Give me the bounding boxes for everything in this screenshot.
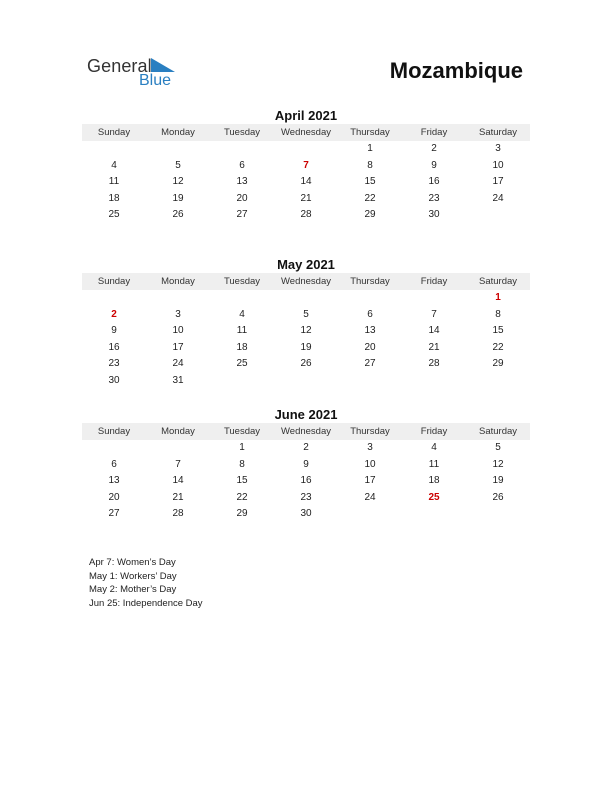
day-cell: 21 bbox=[172, 491, 184, 503]
day-cell: 2 bbox=[303, 442, 309, 453]
day-cell: 25 bbox=[108, 209, 120, 221]
weekday-header-row bbox=[82, 124, 530, 141]
week-row bbox=[82, 191, 530, 208]
day-cell bbox=[274, 290, 338, 307]
holiday-entry: Apr 7: Women’s Day bbox=[89, 557, 176, 568]
day-cell: 8 bbox=[495, 308, 501, 320]
day-cell: 24 bbox=[364, 491, 376, 503]
day-cell: 18 bbox=[428, 475, 440, 487]
month-june bbox=[82, 406, 530, 523]
day-cell bbox=[82, 440, 146, 457]
weekday-label: Monday bbox=[161, 426, 195, 437]
day-cell: 24 bbox=[492, 192, 504, 204]
month-april bbox=[82, 107, 530, 224]
day-cell: 22 bbox=[364, 192, 376, 204]
day-cell bbox=[210, 290, 274, 307]
day-cell: 21 bbox=[428, 341, 440, 353]
day-cell: 29 bbox=[364, 209, 376, 221]
week-row bbox=[82, 158, 530, 175]
day-cell: 15 bbox=[236, 475, 248, 487]
day-cell: 20 bbox=[108, 491, 120, 503]
day-cell: 19 bbox=[492, 475, 504, 487]
day-cell bbox=[146, 440, 210, 457]
weekday-label: Thursday bbox=[350, 276, 390, 287]
week-row bbox=[82, 174, 530, 191]
day-cell: 6 bbox=[367, 308, 373, 320]
weekday-label: Tuesday bbox=[223, 276, 261, 287]
day-cell: 9 bbox=[431, 159, 437, 171]
weekday-label: Thursday bbox=[350, 127, 390, 138]
day-cell: 9 bbox=[111, 325, 117, 337]
day-cell bbox=[146, 290, 210, 307]
day-cell: 27 bbox=[236, 209, 248, 221]
weekday-label: Monday bbox=[161, 276, 195, 287]
day-cell: 17 bbox=[492, 176, 504, 188]
day-cell: 12 bbox=[300, 325, 312, 337]
weekday-label: Saturday bbox=[478, 276, 518, 287]
day-cell: 26 bbox=[492, 491, 504, 503]
day-cell: 3 bbox=[175, 308, 181, 320]
day-cell: 11 bbox=[108, 176, 120, 188]
day-cell: 4 bbox=[431, 442, 437, 453]
day-cell: 25 bbox=[236, 358, 248, 370]
day-cell: 31 bbox=[172, 374, 184, 386]
month-title: May 2021 bbox=[277, 257, 335, 272]
weekday-label: Sunday bbox=[97, 426, 131, 437]
day-cell: 23 bbox=[108, 358, 120, 370]
day-cell: 3 bbox=[367, 442, 373, 453]
day-cell: 10 bbox=[364, 458, 376, 470]
holiday-entry: May 1: Workers’ Day bbox=[89, 570, 177, 582]
day-cell: 7 bbox=[303, 159, 309, 171]
day-cell: 30 bbox=[108, 374, 120, 386]
day-cell: 1 bbox=[495, 292, 501, 303]
week-row bbox=[82, 457, 530, 474]
day-cell bbox=[402, 506, 466, 523]
day-cell: 28 bbox=[428, 358, 440, 370]
day-cell: 16 bbox=[428, 176, 440, 188]
logo-text-general: General bbox=[87, 56, 152, 76]
logo-text-blue: Blue bbox=[139, 72, 172, 89]
weekday-label: Saturday bbox=[478, 426, 518, 437]
week-row bbox=[82, 440, 530, 457]
day-cell: 18 bbox=[236, 341, 248, 353]
holiday-entry: May 2: Mother’s Day bbox=[89, 584, 177, 596]
day-cell: 24 bbox=[172, 358, 184, 370]
day-cell bbox=[82, 141, 146, 158]
weekday-header-row bbox=[82, 273, 530, 290]
day-cell bbox=[338, 506, 402, 523]
day-cell: 2 bbox=[431, 143, 437, 154]
day-cell: 22 bbox=[492, 341, 504, 353]
weekday-label: Thursday bbox=[350, 426, 390, 437]
day-cell: 16 bbox=[300, 475, 312, 487]
weekday-label: Friday bbox=[420, 426, 448, 437]
day-cell: 25 bbox=[428, 491, 440, 503]
week-row bbox=[82, 340, 530, 357]
day-cell: 29 bbox=[492, 358, 504, 370]
weekday-label: Sunday bbox=[97, 276, 131, 287]
week-row bbox=[82, 207, 530, 224]
day-cell: 28 bbox=[300, 209, 312, 221]
day-cell bbox=[82, 290, 146, 307]
weekday-label: Saturday bbox=[478, 127, 518, 138]
day-cell: 4 bbox=[111, 159, 117, 171]
day-cell: 8 bbox=[367, 159, 373, 171]
day-cell: 13 bbox=[108, 475, 120, 487]
day-cell bbox=[402, 373, 466, 390]
day-cell: 19 bbox=[172, 192, 184, 204]
week-row bbox=[82, 490, 530, 507]
logo-triangle-icon bbox=[151, 58, 175, 72]
day-cell: 6 bbox=[239, 159, 245, 171]
week-row bbox=[82, 307, 530, 324]
day-cell: 17 bbox=[172, 341, 184, 353]
weekday-label: Tuesday bbox=[223, 426, 261, 437]
week-row bbox=[82, 290, 530, 307]
day-cell: 30 bbox=[428, 209, 440, 221]
day-cell: 12 bbox=[492, 458, 504, 470]
week-row bbox=[82, 356, 530, 373]
month-may bbox=[82, 256, 530, 390]
weekday-label: Wednesday bbox=[281, 127, 331, 138]
day-cell: 26 bbox=[172, 209, 184, 221]
day-cell bbox=[210, 141, 274, 158]
holiday-list bbox=[89, 556, 203, 611]
weekday-label: Friday bbox=[420, 127, 448, 138]
day-cell bbox=[338, 373, 402, 390]
month-title: April 2021 bbox=[274, 108, 338, 123]
day-cell bbox=[274, 141, 338, 158]
day-cell bbox=[210, 373, 274, 390]
day-cell: 13 bbox=[236, 176, 248, 188]
day-cell: 22 bbox=[236, 491, 248, 503]
weekday-label: Wednesday bbox=[281, 276, 331, 287]
day-cell: 11 bbox=[236, 325, 248, 337]
weekday-header-row bbox=[82, 423, 530, 440]
weekday-label: Monday bbox=[161, 127, 195, 138]
day-cell: 1 bbox=[367, 143, 373, 154]
day-cell bbox=[146, 141, 210, 158]
day-cell: 16 bbox=[108, 341, 120, 353]
general-blue-logo bbox=[87, 56, 197, 92]
day-cell: 9 bbox=[303, 458, 309, 470]
day-cell: 10 bbox=[172, 325, 184, 337]
day-cell: 14 bbox=[172, 475, 184, 487]
day-cell: 23 bbox=[428, 192, 440, 204]
day-cell: 28 bbox=[172, 508, 184, 520]
day-cell: 10 bbox=[492, 159, 504, 171]
country-title: Mozambique bbox=[389, 58, 523, 83]
day-cell: 12 bbox=[172, 176, 184, 188]
day-cell: 23 bbox=[300, 491, 312, 503]
day-cell: 19 bbox=[300, 341, 312, 353]
day-cell: 14 bbox=[300, 176, 312, 188]
day-cell: 20 bbox=[236, 192, 248, 204]
day-cell: 15 bbox=[364, 176, 376, 188]
day-cell: 3 bbox=[495, 143, 501, 154]
month-title: June 2021 bbox=[274, 407, 338, 422]
week-row bbox=[82, 323, 530, 340]
weekday-label: Sunday bbox=[97, 127, 131, 138]
day-cell: 17 bbox=[364, 475, 376, 487]
day-cell: 11 bbox=[428, 458, 440, 470]
week-row bbox=[82, 473, 530, 490]
day-cell bbox=[466, 506, 530, 523]
day-cell: 13 bbox=[364, 325, 376, 337]
day-cell bbox=[402, 290, 466, 307]
day-cell: 29 bbox=[236, 508, 248, 520]
day-cell: 1 bbox=[239, 442, 245, 453]
day-cell: 8 bbox=[239, 458, 245, 470]
day-cell: 6 bbox=[111, 458, 117, 470]
day-cell: 7 bbox=[175, 458, 181, 470]
day-cell: 15 bbox=[492, 325, 504, 337]
weekday-label: Wednesday bbox=[281, 426, 331, 437]
day-cell: 2 bbox=[111, 308, 117, 320]
day-cell bbox=[466, 373, 530, 390]
day-cell: 7 bbox=[431, 308, 437, 320]
day-cell: 27 bbox=[364, 358, 376, 370]
day-cell: 5 bbox=[495, 442, 501, 453]
week-row bbox=[82, 141, 530, 158]
day-cell: 4 bbox=[239, 308, 245, 320]
day-cell: 5 bbox=[303, 308, 309, 320]
day-cell: 26 bbox=[300, 358, 312, 370]
week-row bbox=[82, 506, 530, 523]
day-cell: 30 bbox=[300, 508, 312, 520]
day-cell: 20 bbox=[364, 341, 376, 353]
day-cell bbox=[274, 373, 338, 390]
day-cell bbox=[466, 207, 530, 224]
holiday-entry: Jun 25: Independence Day bbox=[89, 598, 203, 610]
day-cell: 5 bbox=[175, 159, 181, 171]
day-cell: 18 bbox=[108, 192, 120, 204]
weekday-label: Friday bbox=[420, 276, 448, 287]
day-cell: 14 bbox=[428, 325, 440, 337]
day-cell: 27 bbox=[108, 508, 120, 520]
day-cell: 21 bbox=[300, 192, 312, 204]
day-cell bbox=[338, 290, 402, 307]
week-row bbox=[82, 373, 530, 390]
weekday-label: Tuesday bbox=[223, 127, 261, 138]
